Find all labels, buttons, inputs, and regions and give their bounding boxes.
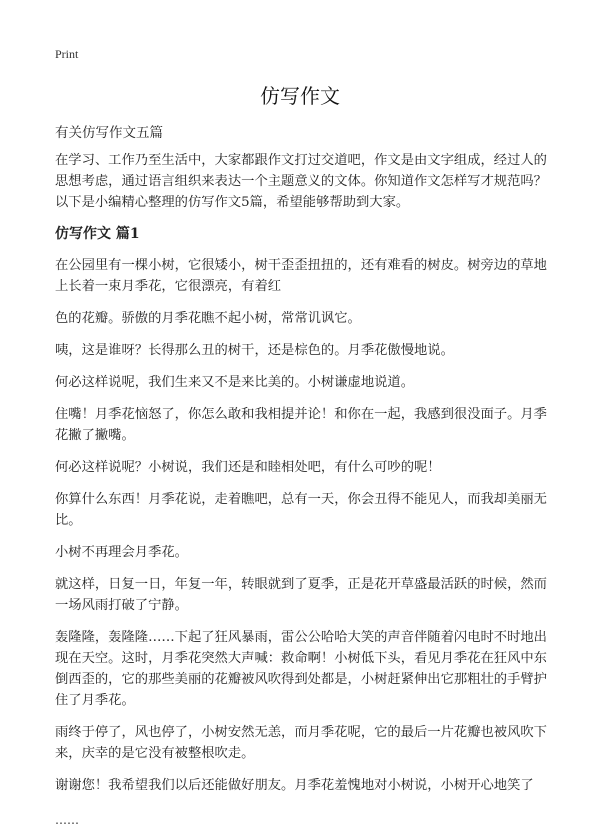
intro-paragraph: 在学习、工作乃至生活中，大家都跟作文打过交道吧，作文是由文字组成，经过人的思想考虑，通过语言组织来表达一个主题意义的文体。你知道作文怎样写才规范吗？以下是小编精心整理的仿写作文5篇，希望能够帮助到大家。 [55,153,547,210]
body-paragraph: 就这样，日复一日，年复一年，转眼就到了夏季，正是花开草盛最活跃的时候，然而一场风雨打破了宁静。 [55,577,547,613]
body-paragraph: 雨终于停了，风也停了，小树安然无恙，而月季花呢，它的最后一片花瓣也被风吹下来，庆幸的是它没有被整根吹走。 [55,725,547,761]
page-title: 仿写作文 [260,84,340,108]
body-paragraph: 住嘴！月季花恼怒了，你怎么敢和我相提并论！和你在一起，我感到很没面子。月季花撇了撇嘴。 [55,407,547,443]
body-paragraph: 色的花瓣。骄傲的月季花瞧不起小树，常常讥讽它。 [55,311,361,326]
print-link[interactable]: Print [55,47,79,61]
body-paragraph: 谢谢您！我希望我们以后还能做好朋友。月季花羞愧地对小树说，小树开心地笑了 [55,778,534,793]
body-paragraph: 小树不再理会月季花。 [55,545,188,560]
article-body [55,150,555,807]
body-paragraph: 咦，这是谁呀？长得那么丑的树干，还是棕色的。月季花傲慢地说。 [55,343,454,358]
article-subtitle: 有关仿写作文五篇 [55,125,163,141]
body-paragraph: 何必这样说呢？小树说，我们还是和睦相处吧，有什么可吵的呢！ [55,460,441,475]
continuation-ellipsis: …… [55,813,79,827]
body-paragraph: 何必这样说呢，我们生来又不是来比美的。小树谦虚地说道。 [55,375,415,390]
body-paragraph: 在公园里有一棵小树，它很矮小，树干歪歪扭扭的，还有难看的树皮。树旁边的草地上长着一束月季花，它很漂亮，有着红 [55,258,547,294]
body-paragraph: 你算什么东西！月季花说，走着瞧吧，总有一天，你会丑得不能见人，而我却美丽无比。 [55,492,547,528]
body-paragraph: 轰隆隆，轰隆隆……下起了狂风暴雨，雷公公哈哈大笑的声音伴随着闪电时不时地出现在天空。这时，月季花突然大声喊：救命啊！小树低下头，看见月季花在狂风中东倒西歪的，它的那些美丽的花瓣被风吹得到处都是，小树赶紧伸出它那粗壮的手臂护住了月季花。 [55,630,547,708]
section-heading: 仿写作文 篇1 [55,226,140,242]
